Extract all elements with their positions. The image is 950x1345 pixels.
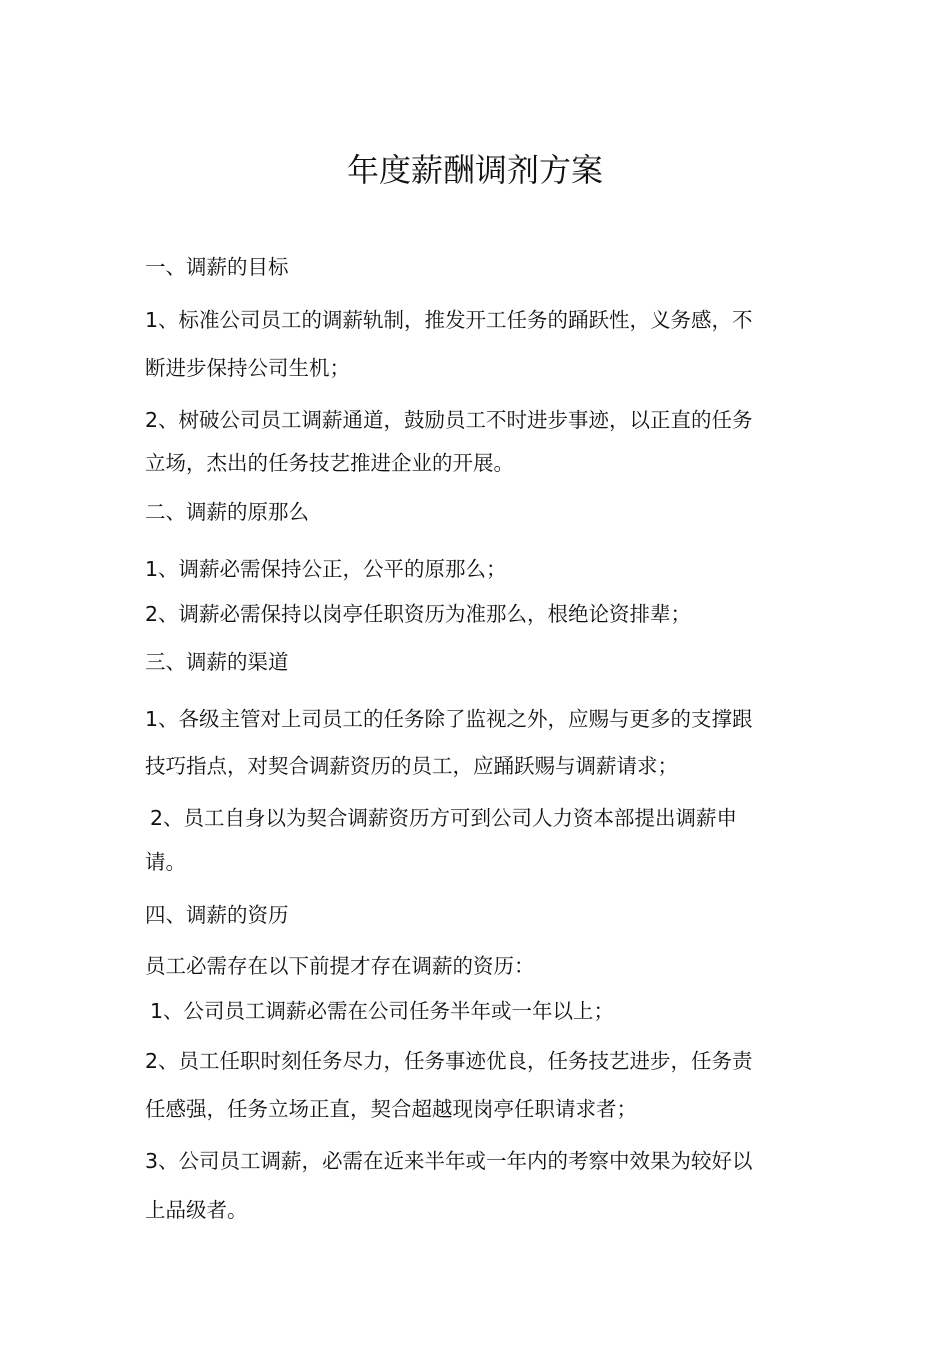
paragraph-line: 1、公司员工调薪必需在公司任务半年或一年以上； (150, 999, 615, 1023)
paragraph-line: 1、调薪必需保持公正，公平的原那么； (145, 557, 507, 581)
section-heading-qualifications: 四、调薪的资历 (145, 903, 289, 927)
section-heading-channels: 三、调薪的渠道 (145, 650, 289, 674)
paragraph-line: 2、调薪必需保持以岗亭任职资历为准那么，根绝论资排辈； (145, 602, 692, 626)
paragraph-line: 断进步保持公司生机； (145, 356, 350, 380)
paragraph-line: 上品级者。 (145, 1198, 248, 1222)
paragraph-line: 请。 (145, 850, 186, 874)
paragraph-line: 员工必需存在以下前提才存在调薪的资历： (145, 954, 535, 978)
paragraph-line: 技巧指点，对契合调薪资历的员工，应踊跃赐与调薪请求； (145, 754, 678, 778)
paragraph-line: 立场，杰出的任务技艺推进企业的开展。 (145, 451, 514, 475)
paragraph-line: 3、公司员工调薪，必需在近来半年或一年内的考察中效果为较好以 (145, 1149, 753, 1173)
paragraph-line: 2、员工任职时刻任务尽力，任务事迹优良，任务技艺进步，任务责 (145, 1049, 753, 1073)
paragraph-line: 1、各级主管对上司员工的任务除了监视之外，应赐与更多的支撑跟 (145, 707, 753, 731)
paragraph-line: 2、员工自身以为契合调薪资历方可到公司人力资本部提出调薪申 (150, 806, 738, 830)
section-heading-goals: 一、调薪的目标 (145, 255, 289, 279)
paragraph-line: 任感强，任务立场正直，契合超越现岗亭任职请求者； (145, 1097, 637, 1121)
section-heading-principles: 二、调薪的原那么 (145, 500, 309, 524)
paragraph-line: 1、标准公司员工的调薪轨制，推发开工任务的踊跃性，义务感，不 (145, 308, 753, 332)
document-title: 年度薪酬调剂方案 (346, 151, 603, 189)
paragraph-line: 2、树破公司员工调薪通道，鼓励员工不时进步事迹，以正直的任务 (145, 408, 753, 432)
